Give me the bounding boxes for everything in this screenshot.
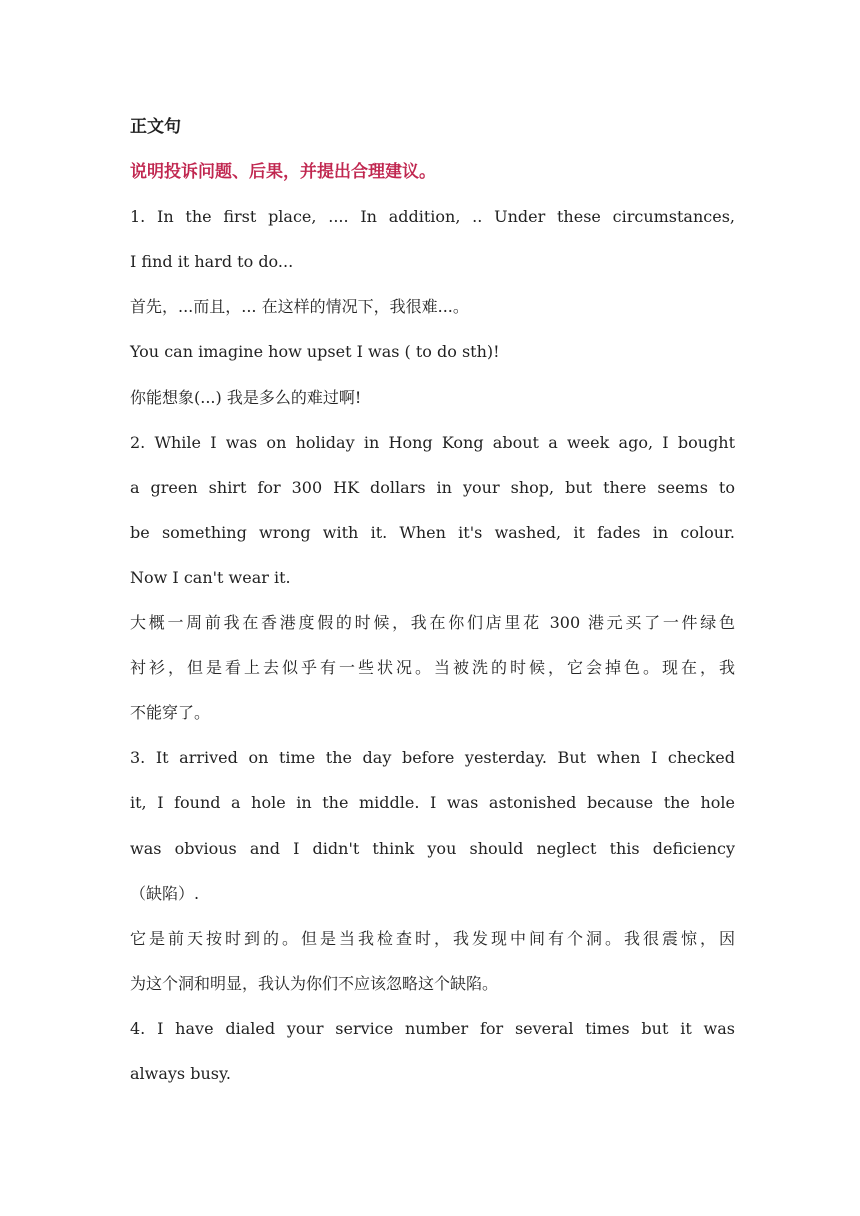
text-line: 它是前天按时到的。但是当我检查时，我发现中间有个洞。我很震惊，因 [130,928,735,948]
text-line: 为这个洞和明显，我认为你们不应该忽略这个缺陷。 [130,973,499,993]
text-line: Now I can't wear it. [130,567,291,587]
text-line: 2. While I was on holiday in Hong Kong about a week ago, I bought [130,432,735,452]
text-line: was obvious and I didn't think you should neglect this deficiency [130,838,735,858]
text-line: I find it hard to do... [130,252,294,272]
text-line: be something wrong with it. When it's washed, it fades in colour. [130,522,735,542]
text-line: 衬衫，但是看上去似乎有一些状况。当被洗的时候，它会掉色。现在，我 [130,658,735,678]
document-page [130,108,735,1100]
text-line: 大概一周前我在香港度假的时候，我在你们店里花 300 港元买了一件绿色 [130,613,735,633]
text-line: 3. It arrived on time the day before yesterday. But when I checked [130,748,735,768]
text-line: You can imagine how upset I was ( to do sth)! [130,342,500,362]
text-line: 你能想象(...) 我是多么的难过啊! [130,387,362,407]
section-heading: 正文句 [130,117,181,137]
body-text [130,198,735,1100]
text-line: 不能穿了。 [130,703,211,723]
text-line: a green shirt for 300 HK dollars in your shop, but there seems to [130,477,735,497]
section-subheading: 说明投诉问题、后果，并提出合理建议。 [130,162,436,183]
text-line: （缺陷）. [130,883,200,903]
text-line: 首先，...而且，... 在这样的情况下，我很难...。 [130,297,469,317]
text-line: always busy. [130,1063,231,1083]
text-line: 1. In the first place, .... In addition, .. Under these circumstances, [130,207,735,227]
text-line: 4. I have dialed your service number for several times but it was [130,1018,735,1038]
text-line: it, I found a hole in the middle. I was astonished because the hole [130,793,735,813]
